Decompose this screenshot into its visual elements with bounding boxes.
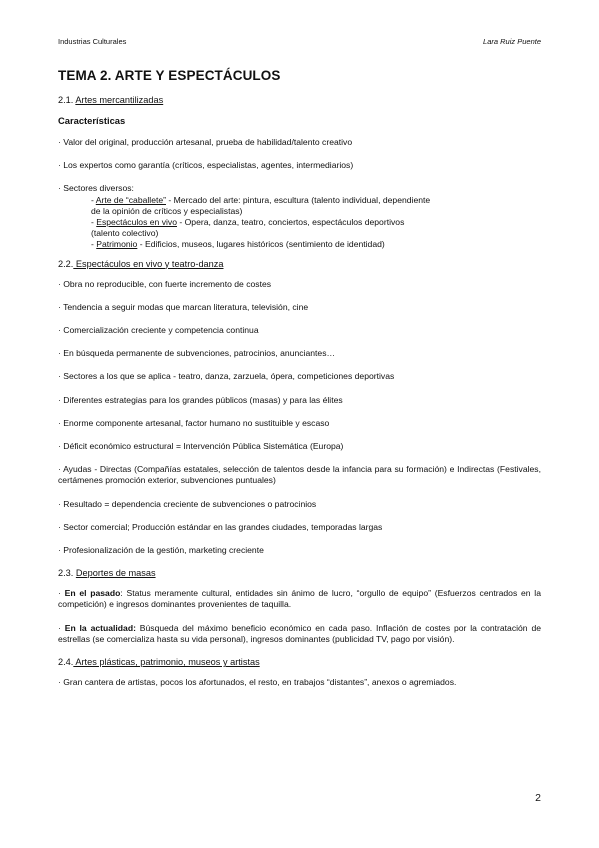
bullet: · Profesionalización de la gestión, marketing creciente (58, 545, 264, 556)
bullet: · Déficit económico estructural = Intervención Pública Sistemática (Europa) (58, 441, 344, 452)
page-content (58, 68, 541, 700)
bullet: · Los expertos como garantía (críticos, especialistas, agentes, intermediarios) (58, 160, 354, 171)
sectors-intro: · Sectores diversos: (58, 183, 134, 194)
sector-name: Arte de “caballete” (95, 194, 166, 205)
dash: - (91, 194, 96, 205)
sectors-list (58, 183, 541, 250)
paragraph: · Gran cantera de artistas, pocos los afortunados, el resto, en trabajos “distantes”, anexos o agremiados. (58, 677, 457, 688)
sector-desc-cont: de la opinión de críticos y especialistas) (91, 205, 243, 216)
bullet: · Resultado = dependencia creciente de subvenciones o patrocinios (58, 498, 317, 509)
running-header-right: Lara Ruiz Puente (483, 37, 541, 46)
section-number: 2.1. (58, 95, 76, 105)
section-number: 2.4. (58, 657, 74, 668)
section-title: Espectáculos en vivo y teatro-danza (73, 258, 224, 269)
paragraph-pasado (58, 588, 541, 610)
bullet: · Diferentes estrategias para los grandes públicos (masas) y para las élites (58, 394, 343, 405)
paragraph-text: : Status meramente cultural, entidades sin ánimo de lucro, “orgullo de equipo” (Esfuerzos centrados en la competición) e ingresos dominantes provenientes de taquilla. (58, 588, 541, 610)
dash: - (91, 239, 97, 250)
bullet: · Sectores a los que se aplica - teatro, danza, zarzuela, ópera, competiciones deportivas (58, 371, 395, 382)
section-number: 2.2. (58, 258, 74, 269)
sector-desc: - Opera, danza, teatro, conciertos, espectáculos deportivos (176, 217, 405, 228)
section-heading-2-2 (58, 259, 541, 269)
sector-desc-cont: (talento colectivo) (91, 228, 159, 239)
bullet: · Tendencia a seguir modas que marcan literatura, televisión, cine (58, 301, 309, 312)
section-title: Deportes de masas (75, 568, 156, 579)
subheading-caracteristicas: Características (58, 115, 126, 126)
sector-item (58, 195, 541, 217)
bullet: · Obra no reproducible, con fuerte incremento de costes (58, 278, 272, 289)
section-heading-2-1 (58, 95, 541, 105)
sector-desc: - Edificios, museos, lugares históricos (sentimiento de identidad) (137, 239, 385, 250)
bold-lead: En el pasado (64, 588, 121, 599)
dash: - (91, 217, 97, 228)
bullet: · Comercialización creciente y competencia continua (58, 325, 259, 336)
section-title: Artes mercantilizadas (75, 95, 164, 105)
sector-name: Patrimonio (96, 239, 138, 250)
sector-desc: - Mercado del arte: pintura, escultura (talento individual, dependiente (166, 194, 431, 205)
section-heading-2-4 (58, 657, 541, 667)
paragraph-actualidad (58, 623, 541, 645)
bullet: · Valor del original, producción artesanal, prueba de habilidad/talento creativo (58, 137, 353, 147)
section-number: 2.3. (58, 568, 76, 579)
bullet-mark: · (58, 622, 65, 633)
section-title: Artes plásticas, patrimonio, museos y artistas (73, 657, 260, 668)
paragraph-text: Búsqueda del máximo beneficio económico en cada paso. Inflación de costes por la contratación de estrellas (se comercializa hasta su vida personal), ingresos dominantes (publicidad TV, pago por visión). (58, 622, 541, 644)
page-title: TEMA 2. ARTE Y ESPECTÁCULOS (58, 68, 281, 83)
bullet: · Sector comercial; Producción estándar en las grandes ciudades, temporadas largas (58, 521, 383, 532)
sector-item (58, 239, 541, 250)
sector-name: Espectáculos en vivo (96, 217, 177, 228)
bold-lead: En la actualidad: (64, 622, 136, 633)
running-header-left: Industrias Culturales (58, 37, 127, 46)
bullet: · Ayudas - Directas (Compañías estatales, selección de talentos desde la infancia para su formación) e Indirectas (Festivales, certámenes promoción exterior, subvenciones puntuales) (58, 464, 541, 486)
bullet: · En búsqueda permanente de subvenciones, patrocinios, anunciantes… (58, 348, 336, 359)
bullet: · Enorme componente artesanal, factor humano no sustituible y escaso (58, 417, 330, 428)
section-heading-2-3 (58, 568, 541, 578)
sector-item (58, 217, 541, 239)
bullet-mark: · (58, 588, 65, 599)
page-number: 2 (535, 792, 541, 804)
